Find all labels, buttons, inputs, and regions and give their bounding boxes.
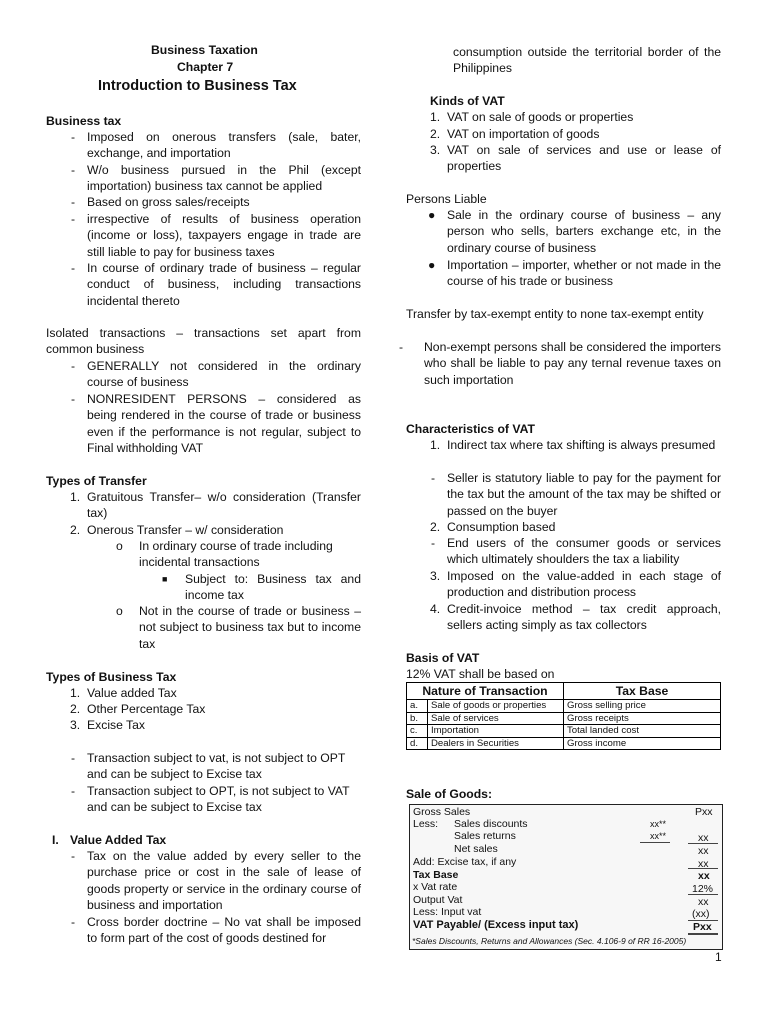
table-cell: Total landed cost: [564, 725, 721, 738]
table-cell: b.: [407, 712, 428, 725]
table-cell: a.: [407, 700, 428, 713]
business-tax-heading: Business tax: [46, 114, 122, 128]
table-cell: Gross selling price: [564, 700, 721, 713]
gross-sales-label: Gross Sales: [413, 806, 471, 818]
vat-section-heading: Value Added Tax: [70, 833, 167, 847]
tax-base-value: xx: [698, 870, 710, 882]
list-item: Seller is statutory liable to pay for the payment for the tax but the amount of the tax may be shifted or passed on the buyer: [447, 471, 721, 518]
list-item: Onerous Transfer – w/ consideration: [87, 523, 284, 537]
list-item: Transaction subject to OPT, is not subject to VAT and can be subject to Excise tax: [87, 784, 350, 815]
footnote: *Sales Discounts, Returns and Allowances (Sec. 4.106-9 of RR 16-2005): [412, 936, 687, 946]
list-item: End users of the consumer goods or services which ultimately shoulders the tax a liability: [447, 536, 721, 567]
isolated-intro: Isolated transactions – transactions set apart from common business: [46, 326, 361, 357]
list-item: Imposed on onerous transfers (sale, bater, exchange, and importation: [87, 130, 361, 161]
input-vat-value: (xx): [692, 908, 710, 920]
table-header: Tax Base: [564, 683, 721, 700]
table-cell: c.: [407, 725, 428, 738]
list-item: Indirect tax where tax shifting is always presumed: [447, 438, 716, 452]
basis-heading: Basis of VAT: [406, 651, 480, 665]
list-item: Imposed on the value-added in each stage of production and distribution process: [447, 569, 721, 600]
sale-goods-heading: Sale of Goods:: [406, 787, 492, 801]
list-item: Gratuitous Transfer– w/o consideration (Transfer tax): [87, 490, 361, 521]
list-item: Consumption based: [447, 520, 556, 534]
page-number: 1: [715, 950, 722, 964]
gross-sales-value: Pxx: [695, 806, 713, 818]
less-label: Less:: [413, 818, 439, 830]
list-item: Sale in the ordinary course of business – any person who sells, barters exchange etc, in the ordinary course of business: [447, 208, 721, 255]
list-item: In course of ordinary trade of business – regular conduct of business, including transactions incidental thereto: [87, 261, 361, 308]
persons-liable-heading: Persons Liable: [406, 192, 487, 206]
list-item: In ordinary course of trade including incidental transactions: [139, 539, 333, 570]
list-item: Not in the course of trade or business – not subject to business tax but to income tax: [139, 604, 361, 651]
basis-table: [406, 682, 721, 750]
table-row: [407, 700, 721, 713]
list-item: Cross border doctrine – No vat shall be imposed to form part of the cost of goods destined for: [87, 915, 361, 946]
sales-discounts-label: Sales discounts: [454, 818, 528, 830]
table-cell: Dealers in Securities: [428, 737, 564, 750]
sale-goods-computation: [409, 804, 723, 950]
list-item: Importation – importer, whether or not made in the course of his trade or business: [447, 258, 721, 289]
table-header: Nature of Transaction: [407, 683, 564, 700]
sales-returns-value: xx**: [650, 831, 667, 841]
list-item: GENERALLY not considered in the ordinary course of business: [87, 359, 361, 390]
vat-payable-label: VAT Payable/ (Excess input tax): [413, 919, 579, 931]
basis-subtitle: 12% VAT shall be based on: [406, 667, 555, 681]
net-sales-value: xx: [698, 845, 709, 857]
tax-base-label: Tax Base: [413, 869, 459, 881]
transfer-intro: Transfer by tax-exempt entity to none tax-exempt entity: [406, 307, 704, 321]
section-number: I.: [52, 833, 59, 847]
list-item: Tax on the value added by every seller to the purchase price or cost in the sale of lease of goods property or service in the ordinary course of business and importation: [87, 849, 361, 912]
output-vat-label: Output Vat: [413, 894, 463, 906]
excise-label: Add: Excise tax, if any: [413, 856, 517, 868]
list-item: NONRESIDENT PERSONS – considered as being rendered in the course of trade or business even if the performance is not regular, subject to Final withholding VAT: [87, 392, 361, 455]
table-cell: Gross income: [564, 737, 721, 750]
sales-discounts-value: xx**: [650, 819, 667, 829]
table-cell: Sale of services: [428, 712, 564, 725]
list-item: VAT on importation of goods: [447, 127, 600, 141]
sales-returns-label: Sales returns: [454, 830, 516, 842]
types-transfer-heading: Types of Transfer: [46, 474, 147, 488]
list-item: Other Percentage Tax: [87, 702, 206, 716]
output-vat-value: xx: [698, 896, 709, 908]
list-item: VAT on sale of services and use or lease of properties: [447, 143, 721, 174]
characteristics-heading: Characteristics of VAT: [406, 422, 535, 436]
vat-rate-value: 12%: [692, 883, 714, 895]
input-vat-label: Less: Input vat: [413, 906, 482, 918]
net-sales-label: Net sales: [454, 843, 498, 855]
list-item: Excise Tax: [87, 718, 146, 732]
page-title: Introduction to Business Tax: [98, 78, 297, 94]
list-item: Subject to: Business tax and income tax: [185, 572, 361, 603]
list-item: W/o business pursued in the Phil (except importation) business tax cannot be applied: [87, 163, 361, 194]
doc-subject: Business Taxation: [151, 43, 258, 57]
kinds-vat-heading: Kinds of VAT: [430, 94, 505, 108]
list-item: VAT on sale of goods or properties: [447, 110, 634, 124]
doc-chapter: Chapter 7: [177, 60, 234, 74]
table-cell: Importation: [428, 725, 564, 738]
list-item: Based on gross sales/receipts: [87, 195, 250, 209]
table-row: [407, 712, 721, 725]
list-item: Credit-invoice method – tax credit approach, sellers acting simply as tax collectors: [447, 602, 721, 633]
vat-rate-label: x Vat rate: [413, 881, 458, 893]
list-item: irrespective of results of business operation (income or loss), taxpayers engage in trade are still liable to pay for business taxes: [87, 212, 361, 259]
list-item: Value added Tax: [87, 686, 177, 700]
sales-returns-total: xx: [698, 832, 709, 844]
table-cell: Sale of goods or properties: [428, 700, 564, 713]
excise-value: xx: [698, 858, 709, 870]
list-item: Non-exempt persons shall be considered the importers who shall be liable to pay any ternal revenue taxes on such importation: [424, 340, 721, 387]
types-business-tax-heading: Types of Business Tax: [46, 670, 177, 684]
table-row: [407, 737, 721, 750]
table-cell: d.: [407, 737, 428, 750]
vat-payable-value: Pxx: [693, 921, 712, 933]
continued-text: consumption outside the territorial border of the Philippines: [453, 45, 721, 76]
list-item: Transaction subject to vat, is not subject to OPT and can be subject to Excise tax: [87, 751, 346, 782]
table-row: [407, 725, 721, 738]
table-cell: Gross receipts: [564, 712, 721, 725]
